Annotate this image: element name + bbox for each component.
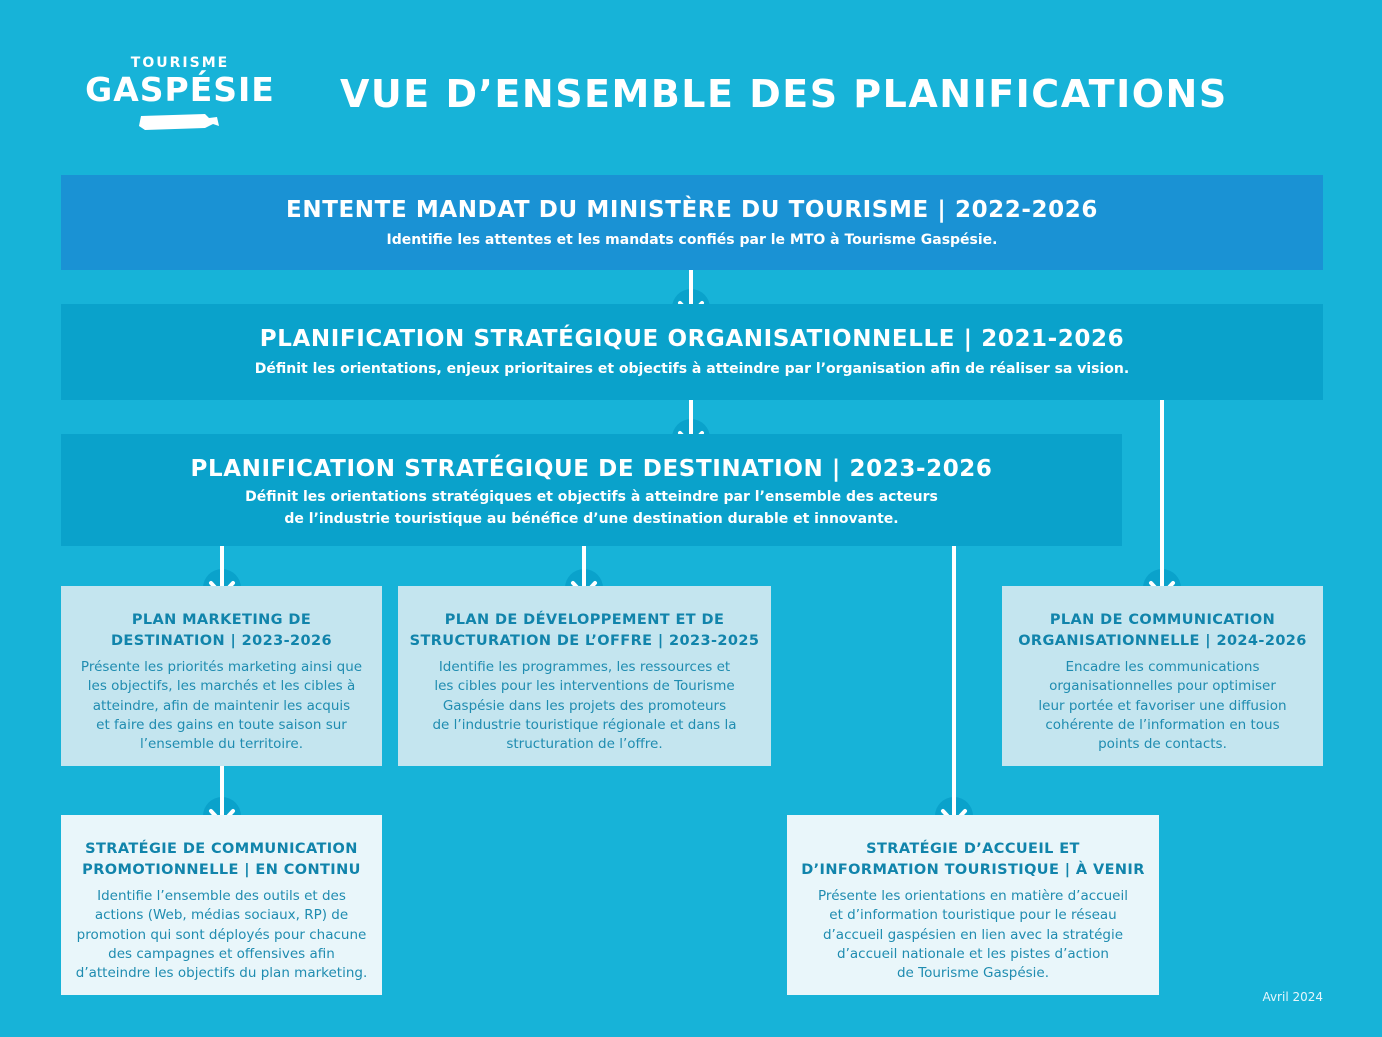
box-plan-communication-organisationnelle xyxy=(1002,586,1323,766)
box-description-line: actions (Web, médias sociaux, RP) de xyxy=(94,907,349,924)
box-title-line: PLAN DE COMMUNICATION xyxy=(1049,612,1276,628)
box-description-line: de Tourisme Gaspésie. xyxy=(896,965,1050,982)
box-description-line: d’atteindre les objectifs du plan marketing. xyxy=(75,965,368,982)
box-description-line: et faire des gains en toute saison sur xyxy=(96,716,347,733)
box-description-line: cohérente de l’information en tous xyxy=(1045,716,1280,733)
box-title xyxy=(1002,610,1323,652)
box-plan-marketing xyxy=(61,586,382,766)
band-planification-organisationnelle xyxy=(61,304,1323,400)
box-description-line: Encadre les communications xyxy=(1065,659,1260,675)
band-title: PLANIFICATION STRATÉGIQUE DE DESTINATION | 2023-2026 xyxy=(190,456,993,482)
box-description-line: Identifie l’ensemble des outils et des xyxy=(97,888,346,904)
box-description-line: et d’information touristique pour le réseau xyxy=(829,907,1117,924)
box-description xyxy=(787,887,1159,983)
box-description-line: Gaspésie dans les projets des promoteurs xyxy=(442,697,727,714)
box-description xyxy=(398,658,771,754)
box-description xyxy=(61,887,382,983)
box-title-line: STRATÉGIE DE COMMUNICATION xyxy=(85,841,358,857)
box-title xyxy=(787,839,1159,881)
band-description: Définit les orientations, enjeux prioritaires et objectifs à atteindre par l’organisation afin de réaliser sa vision. xyxy=(254,361,1130,377)
box-title-line: ORGANISATIONNELLE | 2024-2026 xyxy=(1018,633,1307,649)
box-title xyxy=(398,610,771,652)
box-title-line: STRATÉGIE D’ACCUEIL ET xyxy=(866,841,1080,857)
box-description xyxy=(1002,658,1323,754)
box-title-line: DESTINATION | 2023-2026 xyxy=(111,633,332,649)
box-title xyxy=(61,839,382,881)
band-planification-destination xyxy=(61,434,1122,546)
box-description-line: Identifie les programmes, les ressources et xyxy=(438,659,731,675)
box-description-line: d’accueil nationale et les pistes d’action xyxy=(837,945,1109,962)
footer-date: Avril 2024 xyxy=(1262,990,1323,1004)
box-description-line: leur portée et favoriser une diffusion xyxy=(1038,697,1287,714)
box-description-line: Présente les priorités marketing ainsi que xyxy=(80,659,363,675)
box-description-line: promotion qui sont déployés pour chacune xyxy=(76,926,367,943)
box-description-line: points de contacts. xyxy=(1098,736,1227,753)
box-description xyxy=(61,658,382,754)
box-title-line: STRUCTURATION DE L’OFFRE | 2023-2025 xyxy=(409,633,760,649)
box-description-line: Présente les orientations en matière d’accueil xyxy=(818,888,1128,904)
box-plan-developpement xyxy=(398,586,771,766)
box-title-line: PROMOTIONNELLE | EN CONTINU xyxy=(82,862,361,878)
box-description-line: l’ensemble du territoire. xyxy=(139,736,304,753)
band-description-line: de l’industrie touristique au bénéfice d’une destination durable et innovante. xyxy=(284,511,899,527)
box-title-line: D’INFORMATION TOURISTIQUE | À VENIR xyxy=(801,862,1145,878)
band-entente-mandat xyxy=(61,175,1323,270)
box-description-line: les objectifs, les marchés et les cibles à xyxy=(87,678,356,695)
box-description-line: atteindre, afin de maintenir les acquis xyxy=(92,697,351,714)
box-title xyxy=(61,610,382,652)
logo-line-tourisme: TOURISME xyxy=(130,55,230,71)
band-title: ENTENTE MANDAT DU MINISTÈRE DU TOURISME | 2022-2026 xyxy=(286,197,1098,223)
arrow-destination-to-accueil xyxy=(935,535,973,835)
arrow-organisationnelle-to-communication xyxy=(1143,383,1181,607)
band-description: Identifie les attentes et les mandats confiés par le MTO à Tourisme Gaspésie. xyxy=(386,232,998,248)
box-description-line: d’accueil gaspésien en lien avec la stratégie xyxy=(822,926,1124,943)
box-description-line: structuration de l’offre. xyxy=(506,736,663,753)
box-strategie-communication-promotionnelle xyxy=(61,815,382,995)
box-description-line: organisationnelles pour optimiser xyxy=(1049,678,1276,695)
box-description-line: des campagnes et offensives afin xyxy=(108,945,335,962)
band-title: PLANIFICATION STRATÉGIQUE ORGANISATIONNELLE | 2021-2026 xyxy=(259,326,1125,352)
box-description-line: de l’industrie touristique régionale et dans la xyxy=(432,716,737,733)
logo-line-gaspesie: GASPÉSIE xyxy=(85,70,275,109)
band-description-line: Définit les orientations stratégiques et objectifs à atteindre par l’ensemble des acteurs xyxy=(245,489,938,505)
box-strategie-accueil xyxy=(787,815,1159,995)
box-description-line: les cibles pour les interventions de Tourisme xyxy=(434,678,735,695)
box-title-line: PLAN DE DÉVELOPPEMENT ET DE xyxy=(444,612,725,628)
page-title: VUE D’ENSEMBLE DES PLANIFICATIONS xyxy=(340,72,1228,116)
box-title-line: PLAN MARKETING DE xyxy=(131,612,312,628)
band-description xyxy=(61,486,1122,530)
